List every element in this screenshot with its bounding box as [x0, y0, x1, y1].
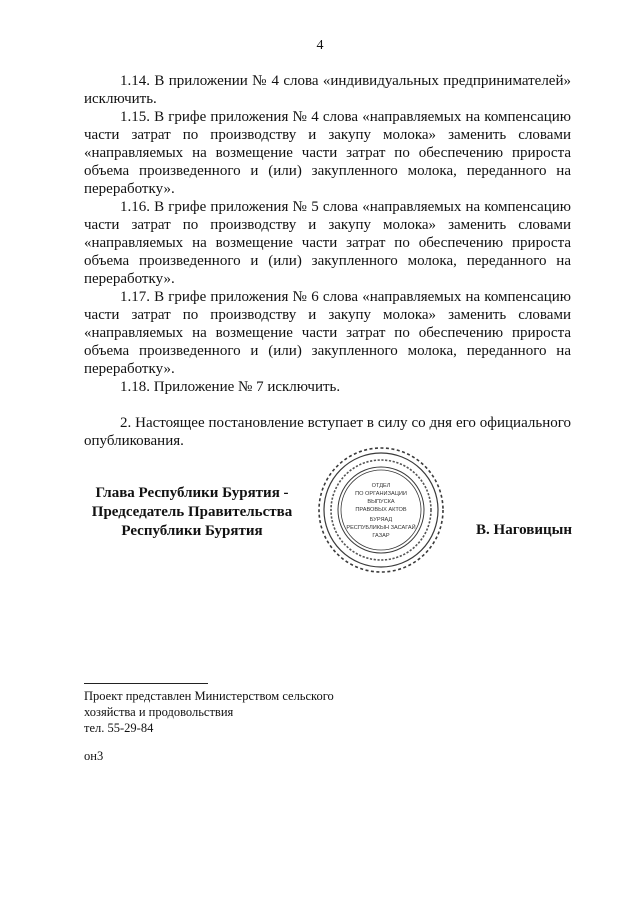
paragraph-1-15: 1.15. В грифе приложения № 4 слова «направляемых на компенсацию части затрат по производству и закупу молока» заменить словами «направляемых на возмещение части затрат по обеспечению прироста объема произведенного и (или) закупленного молока, переданного на переработку».	[84, 109, 571, 197]
seal-line: ПРАВОВЫХ АКТОВ	[355, 507, 407, 513]
signatory-name: В. Наговицын	[476, 522, 572, 538]
paragraph-1-17: 1.17. В грифе приложения № 6 слова «направляемых на компенсацию части затрат по производству и закупу молока» заменить словами «направляемых на возмещение части затрат по обеспечению прироста объема произведенного и (или) закупленного молока, переданного на переработку».	[84, 289, 571, 377]
document-code: он3	[84, 749, 104, 763]
paragraph-1-14: 1.14. В приложении № 4 слова «индивидуальных предпринимателей» исключить.	[84, 73, 571, 107]
paragraph-1-16: 1.16. В грифе приложения № 5 слова «направляемых на компенсацию части затрат по производству и закупу молока» заменить словами «направляемых на возмещение части затрат по обеспечению прироста объема произведенного и (или) закупленного молока, переданного на переработку».	[84, 199, 571, 287]
footnote-line: хозяйства и продовольствия	[84, 705, 234, 719]
page-number: 4	[316, 38, 324, 53]
seal-line: РЕСПУБЛИКЫН ЗАСАГАЙ	[346, 525, 416, 531]
seal-line: БУРЯАД	[369, 517, 393, 523]
seal-line: ГАЗАР	[372, 533, 390, 539]
footnote-divider	[84, 683, 208, 684]
signatory-title-line: Председатель Правительства	[91, 504, 293, 520]
signatory-title-line: Глава Республики Бурятия -	[95, 485, 289, 501]
seal-line: ПО ОРГАНИЗАЦИИ	[355, 491, 407, 497]
official-seal	[316, 445, 446, 575]
signatory-title	[84, 484, 300, 541]
seal-line: ВЫПУСКА	[367, 499, 395, 505]
seal-line: ОТДЕЛ	[371, 483, 391, 489]
footnote	[84, 688, 334, 736]
paragraph-1-18: 1.18. Приложение № 7 исключить.	[120, 379, 341, 395]
document-body	[84, 72, 571, 450]
footnote-line: тел. 55-29-84	[84, 721, 154, 735]
signatory-title-line: Республики Бурятия	[121, 523, 263, 539]
paragraph-2: 2. Настоящее постановление вступает в силу со дня его официального опубликования.	[84, 415, 571, 449]
footnote-line: Проект представлен Министерством сельского	[84, 689, 334, 703]
